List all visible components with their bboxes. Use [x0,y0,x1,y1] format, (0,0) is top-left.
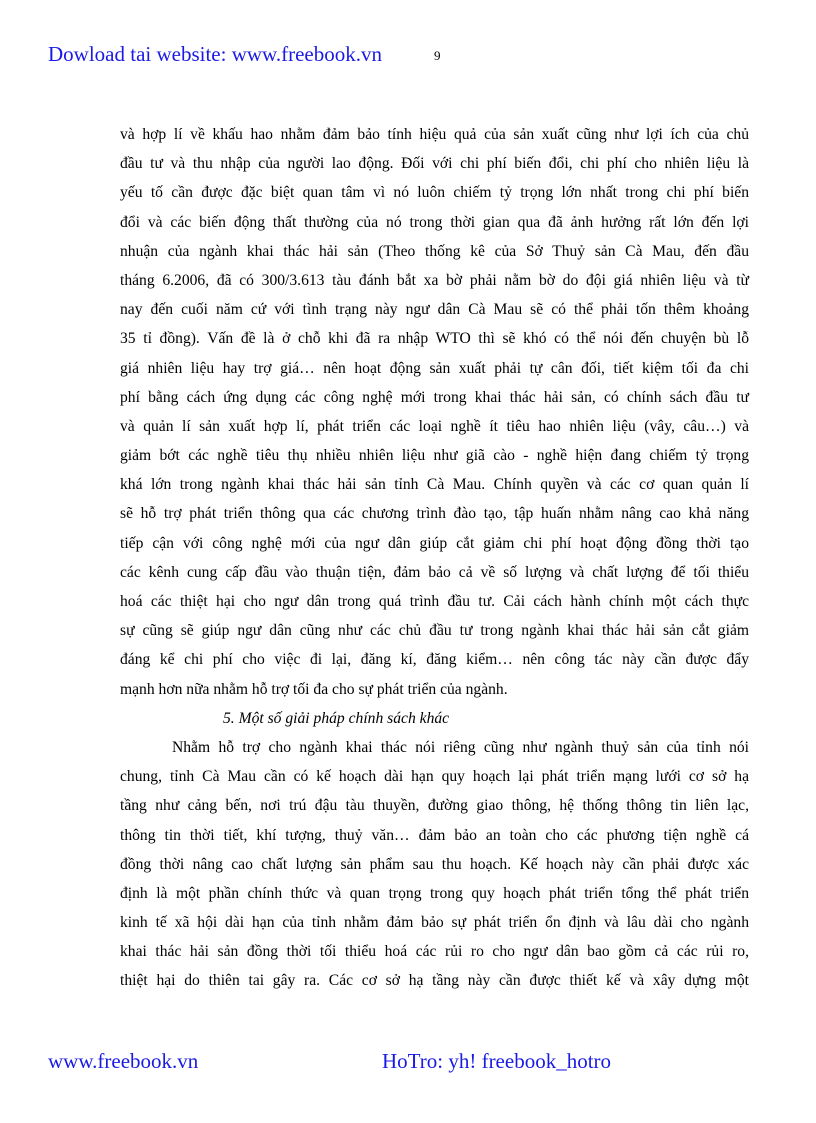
text-line: Nhằm hỗ trợ cho ngành khai thác nói riêng cũng như ngành thuỷ sản của tỉnh nói [172,738,749,756]
text-line: các kênh cung cấp đầu vào thuận tiện, đảm bảo cả về số lượng và chất lượng để tối thiểu [120,563,749,581]
text-line: thông tin thời tiết, khí tượng, thuỷ văn… đảm bảo an toàn cho các phương tiện nghề cá [120,826,749,844]
text-line: định là một phần chính thức và quan trọng trong quy hoạch phát triển tổng thể phát triển [120,884,749,902]
text-line: tầng như cảng bến, nơi trú đậu tàu thuyền, đường giao thông, hệ thống thông tin liên lạc, [120,797,749,815]
text-line: hoá các thiệt hại cho ngư dân trong quá trình đầu tư. Cải cách hành chính một cách thực [120,593,749,610]
text-line: tiếp cận với công nghệ mới của ngư dân giúp cắt giảm chi phí hoạt động đồng thời tạo [120,534,749,552]
text-line: đổi và các biến động thất thường của nó trong thời gian qua đã ảnh hưởng rất lớn đến lợi [120,213,749,231]
text-line: và hợp lí về khấu hao nhằm đảm bảo tính hiệu quả của sản xuất cũng như lợi ích của chủ [120,126,749,143]
text-line: đầu tư và thu nhập của người lao động. Đối với chi phí biến đổi, chi phí cho nhiên liệu là [120,155,749,173]
text-line: sự cũng sẽ giúp ngư dân cũng như các chủ đầu tư trong ngành khai thác hải sản cắt giảm [120,622,749,640]
text-line: chung, tỉnh Cà Mau cần có kế hoạch dài hạn quy hoạch lại phát triển mạng lưới cơ sở hạ [120,768,749,786]
page-number: 9 [434,48,441,63]
page-footer [48,1049,768,1079]
text-line: mạnh hơn nữa nhằm hỗ trợ tối đa cho sự phát triển của ngành. [120,680,508,698]
text-line: giá nhiên liệu hay trợ giá… nên hoạt động sản xuất phải tự cân đối, tiết kiệm tối đa chi [120,359,749,377]
header-website-link[interactable]: Dowload tai website: www.freebook.vn [48,42,382,66]
text-line: 35 tỉ đồng). Vấn đề là ở chỗ khi đã ra nhập WTO thì sẽ khó có thể nói đến chuyện bù lỗ [120,330,749,348]
paragraph-1 [120,120,749,704]
footer-support-link[interactable]: HoTro: yh! freebook_hotro [382,1049,612,1073]
document-body [120,120,749,996]
text-line: giảm bớt các nghề tiêu thụ nhiều nhiên liệu như giã cào - nghề hiện đang chiếm tỷ trọng [120,447,749,465]
text-line: tháng 6.2006, đã có 300/3.613 tàu đánh bắt xa bờ phải nằm bờ do đội giá nhiên liệu và từ [120,271,749,289]
text-line: sẽ hỗ trợ phát triển thông qua các chương trình đào tạo, tập huấn nhằm nâng cao khả năng [120,505,749,523]
section-heading: 5. Một số giải pháp chính sách khác [223,709,450,727]
paragraph-2 [120,733,749,996]
text-line: và quản lí sản xuất hợp lí, phát triển các loại nghề ít tiêu hao nhiên liệu (vây, câu…) và [120,417,749,435]
page-header [48,42,768,72]
text-line: đáng kể chi phí cho việc đi lại, đăng kí, đăng kiểm… nên công tác này cần được đẩy [120,651,749,669]
text-line: thiệt hại do thiên tai gây ra. Các cơ sở hạ tầng này cần được thiết kế và xây dựng một [120,972,749,990]
text-line: nay đến cuối năm cứ với tình trạng này ngư dân Cà Mau sẽ có thể phải tốn thêm khoảng [120,301,749,319]
text-line: đồng thời nâng cao chất lượng sản phẩm sau thu hoạch. Kế hoạch này cần phải được xác [120,855,749,873]
text-line: khá lớn trong ngành khai thác hải sản tỉnh Cà Mau. Chính quyền và các cơ quan quản lí [120,476,749,494]
text-line: khai thác hải sản đồng thời tối thiểu hoá các rủi ro cho ngư dân bao gồm cả các rủi ro, [120,943,749,961]
text-line: nhuận của ngành khai thác hải sản (Theo thống kê của Sở Thuỷ sản Cà Mau, đến đầu [120,242,749,260]
text-line: yếu tố cần được đặc biệt quan tâm vì nó luôn chiếm tỷ trọng lớn nhất trong chi phí biến [120,184,749,202]
footer-website-link[interactable]: www.freebook.vn [48,1049,199,1073]
text-line: kinh tế xã hội dài hạn của tỉnh nhằm đảm bảo sự phát triển ổn định và lâu dài cho ngành [120,914,749,932]
text-line: phí bằng cách ứng dụng các công nghệ mới trong khai thác hải sản, có chính sách đầu tư [120,388,749,406]
